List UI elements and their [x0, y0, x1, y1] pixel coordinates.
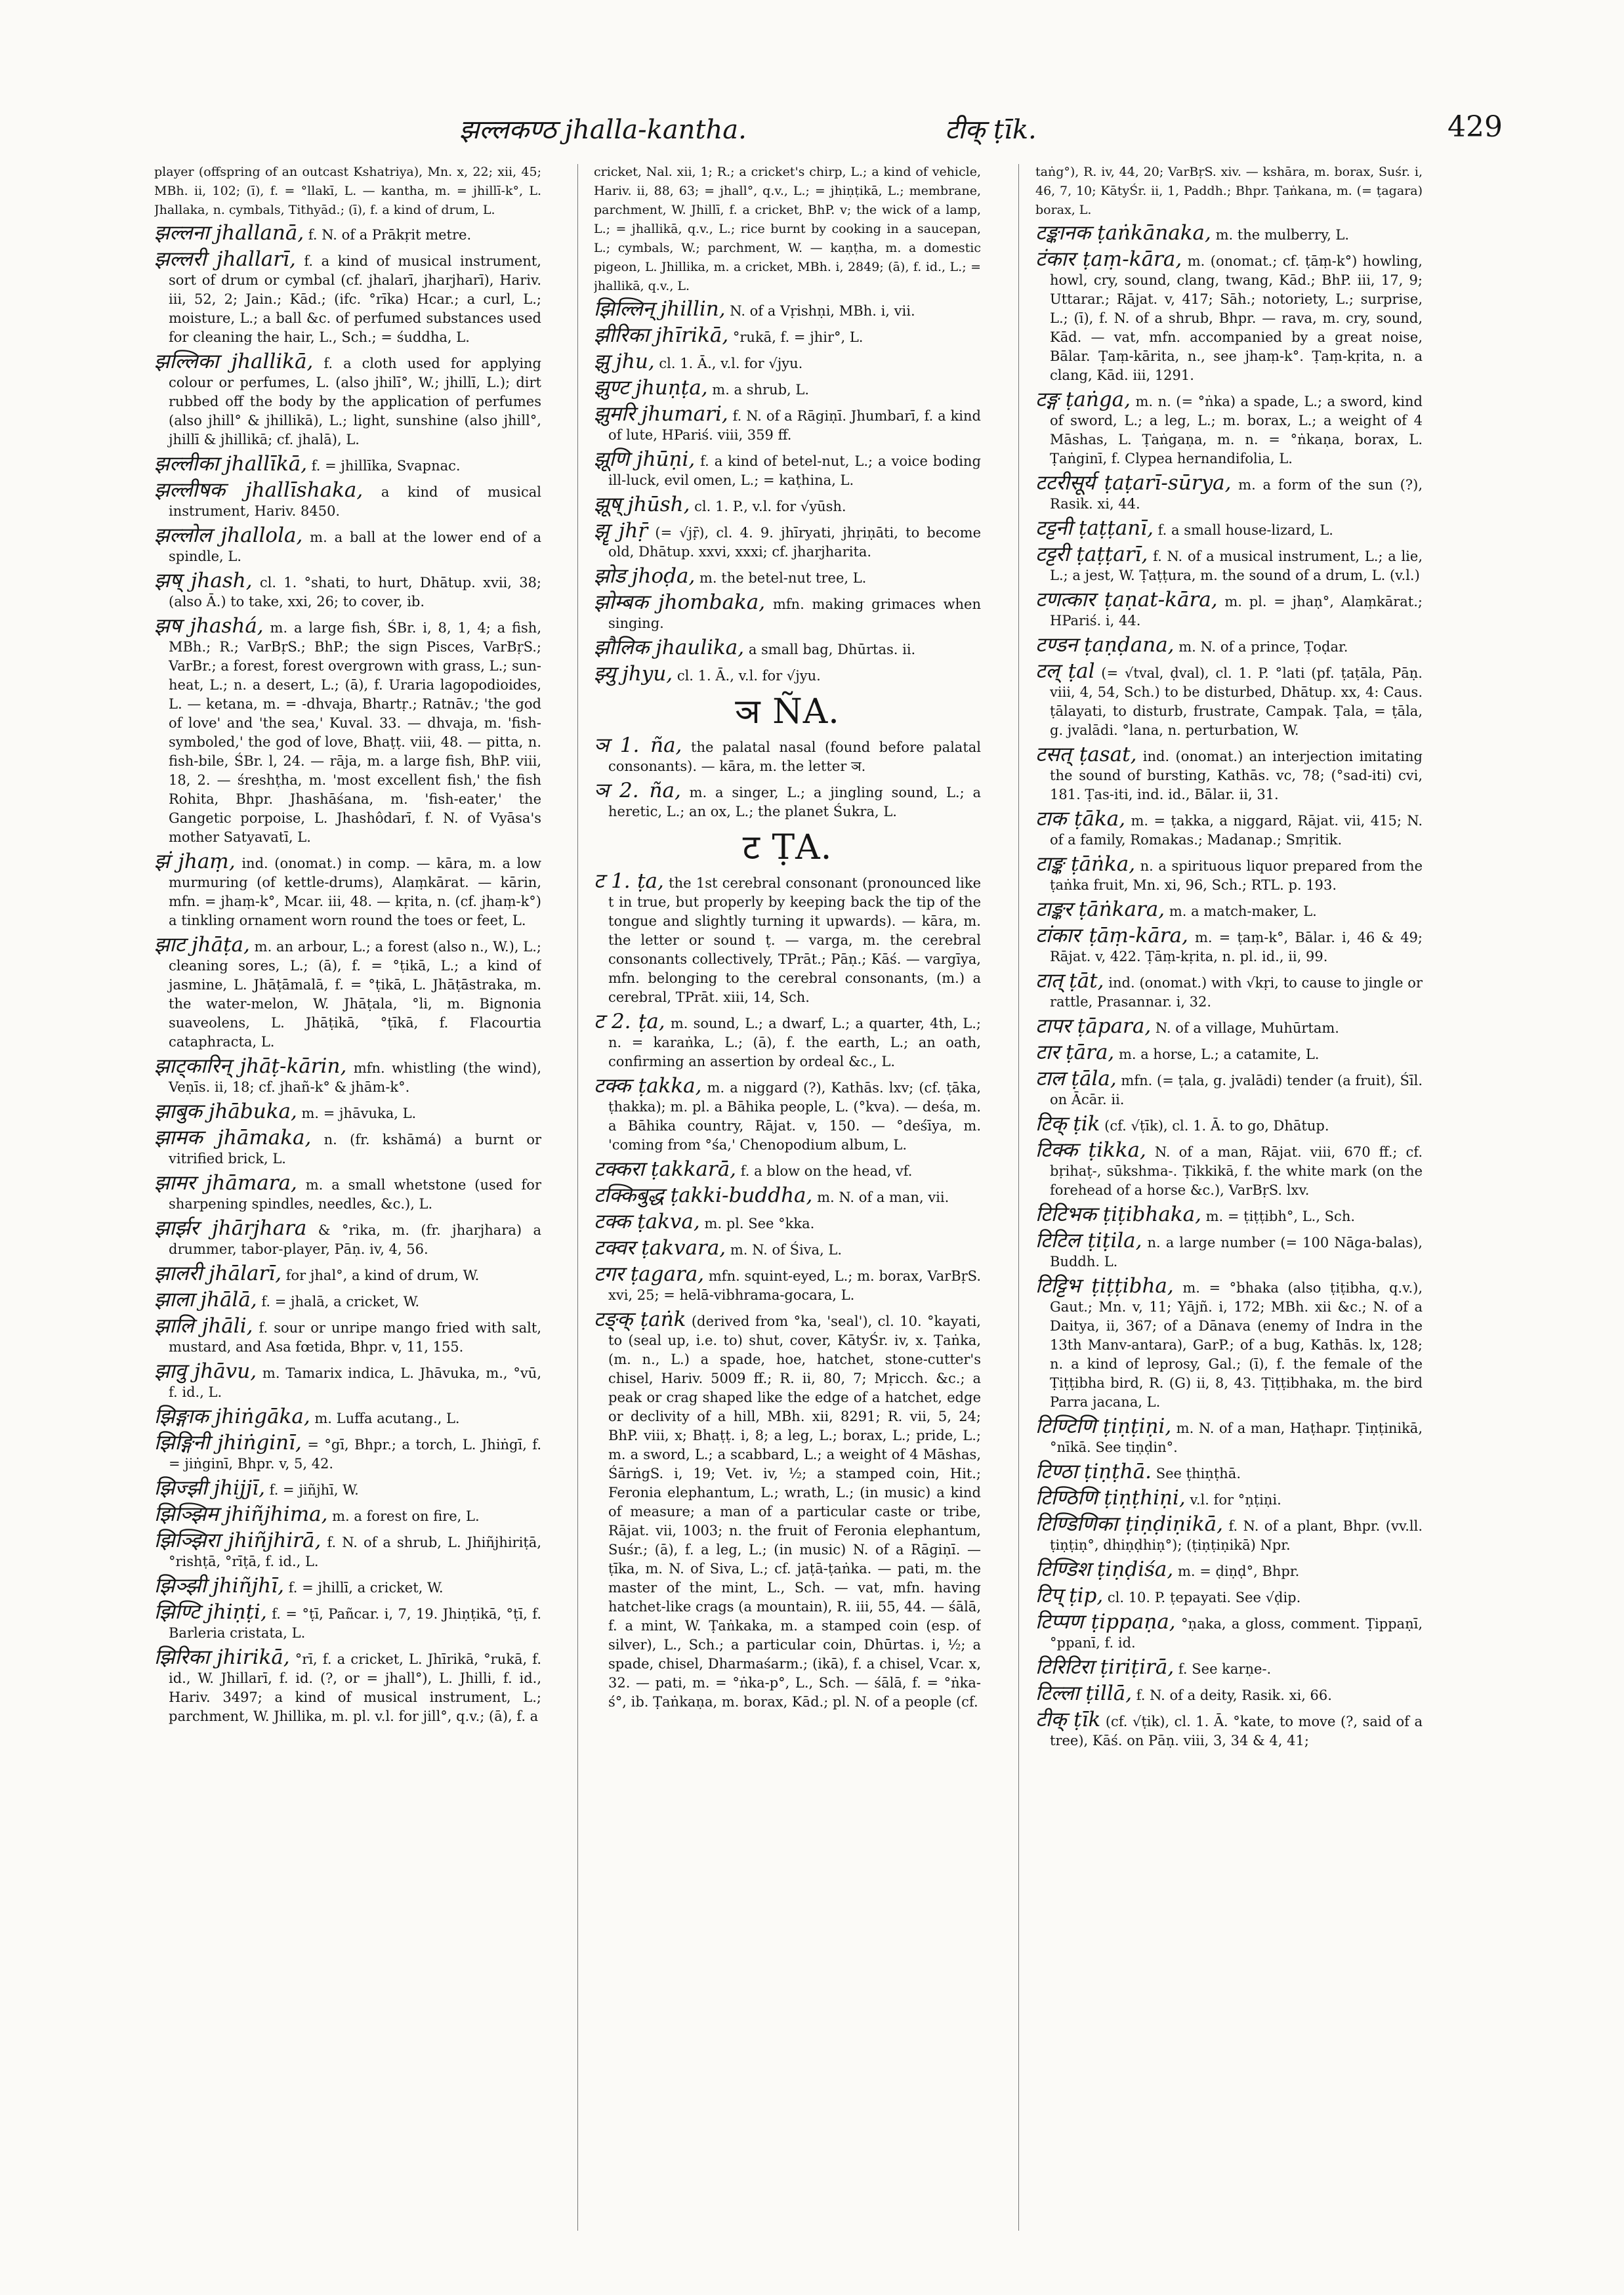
definition: See ṭhiṇṭhā. [1152, 1466, 1241, 1481]
dictionary-entry [594, 447, 981, 490]
definition: m. pl. See °kka. [699, 1216, 815, 1231]
headword: टिण्डिश ṭiṇḍiśa, [1035, 1558, 1174, 1581]
definition: m. = ṭiṭṭibh°, L., Sch. [1201, 1209, 1356, 1224]
dictionary-entry [594, 1310, 981, 1712]
headword: टिटिल ṭiṭila, [1035, 1229, 1142, 1252]
headword: टङ्कानक ṭaṅkānaka, [1035, 221, 1211, 245]
headword: झिञ्झिम jhiñjhima, [154, 1502, 328, 1526]
headword: झूणि jhūṇi, [594, 447, 696, 471]
headword: झाबुक jhābuka, [154, 1100, 297, 1123]
definition: & °rika, m. (fr. jharjhara) a drummer, tabor-player, Pāṇ. iv, 4, 56. [169, 1222, 541, 1257]
dictionary-entry [1035, 659, 1423, 740]
definition: the 1st cerebral consonant (pronounced like t in true, but properly by keeping back the tip of the tongue and slightly turning it upwards). — kāra, m. the letter or sound ṭ. — varga, m. the cerebral consonants collectively, TPrāt.; Pāṇ.; Kāś. — vargīya, mfn. belonging to the cerebral consonants, (m.) a cerebral, TPrāt. xiii, 14, Sch. [608, 875, 981, 1005]
headword: टिरिटिरा ṭiriṭirā, [1035, 1655, 1175, 1679]
definition: m. N. of a prince, Ṭoḍar. [1174, 639, 1348, 655]
headword: टक्वर ṭakvara, [594, 1236, 726, 1260]
definition: a kind of musical instrument, Hariv. 8450. [169, 484, 541, 519]
dictionary-entry [1035, 1043, 1423, 1064]
headword: झिङ्गाक jhiṅgāka, [154, 1405, 310, 1428]
definition: m. Tamarix indica, L. Jhāvuka, m., °vū, f. id., L. [169, 1365, 541, 1400]
definition: m. pl. = jhaṇ°, Alaṃkārat.; HPariś. i, 44. [1050, 594, 1423, 629]
dictionary-entry [594, 1236, 981, 1260]
dictionary-entry [1035, 1710, 1423, 1750]
definition: a small bag, Dhūrtas. ii. [744, 642, 916, 657]
dictionary-entry [1035, 1417, 1423, 1457]
headword: झिल्लिन् jhillin, [594, 297, 726, 321]
dictionary-entry [1035, 1560, 1423, 1581]
dictionary-entry [594, 564, 981, 588]
dictionary-entry [154, 1476, 541, 1500]
definition: N. of a Vṛishṇi, MBh. i, vii. [725, 303, 915, 319]
definition: v.l. for °ṇṭiṇi. [1185, 1492, 1281, 1508]
definition: cl. 1. °shati, to hurt, Dhātup. xvii, 38; (also Ā.) to take, xxi, 26; to cover, ib. [169, 575, 541, 610]
definition: the palatal nasal (found before palatal consonants). — kāra, m. the letter ञ. [608, 739, 981, 774]
definition: f. N. of a plant, Bhpr. (vv.ll. ṭiṇṭiṇ°, dhiṇḍhiṇ°); (ṭiṇṭiṇikā) Npr. [1050, 1518, 1423, 1553]
column-1 [154, 163, 541, 2236]
dictionary-entry [154, 1531, 541, 1571]
headword: झामर jhāmara, [154, 1171, 297, 1195]
dictionary-entry [1035, 1486, 1423, 1510]
definition: m. a singer, L.; a jingling sound, L.; a heretic, L.; an ox, L.; the planet Śukra, L. [608, 785, 981, 819]
headword: झं jhaṃ, [154, 850, 236, 873]
headword: झोम्बक jhombaka, [594, 590, 766, 614]
headword: टांकार ṭāṃ-kāra, [1035, 924, 1188, 947]
headword: टार ṭāra, [1035, 1041, 1115, 1064]
headword: टात् ṭāt, [1035, 969, 1104, 993]
headword: टिटिभक ṭiṭibhaka, [1035, 1203, 1201, 1226]
dictionary-entry [1035, 633, 1423, 657]
column-2 [594, 163, 981, 2236]
definition: mfn. squint-eyed, L.; m. borax, VarBṛS. xvi, 25; = helā-vibhrama-gocara, L. [608, 1268, 981, 1303]
headword: झामक jhāmaka, [154, 1126, 312, 1149]
headword: टण्डन ṭaṇḍana, [1035, 633, 1175, 657]
definition: m. = ṭakka, a niggard, Rājat. vii, 415; N. of a family, Romakas.; Madanap.; Smṛitik. [1050, 813, 1423, 848]
dictionary-entry [154, 452, 541, 476]
headword: झिञ्झिरा jhiñjhirā, [154, 1529, 322, 1552]
headword: ट 1. ṭa, [594, 869, 664, 893]
definition: n. (fr. kshāmá) a burnt or vitrified brick, L. [169, 1132, 541, 1167]
definition: f. = jhalā, a cricket, W. [257, 1294, 420, 1310]
definition: f. N. of a Prākṛit metre. [304, 227, 472, 243]
dictionary-entry [594, 781, 981, 821]
headword: टिण्टिणि ṭiṇṭiṇi, [1035, 1415, 1172, 1438]
dictionary-entry [1035, 852, 1423, 895]
headword: झिञ्झी jhiñjhī, [154, 1574, 285, 1598]
dictionary-entry [594, 323, 981, 347]
dictionary-entry [154, 1502, 541, 1526]
headword: टक्क ṭakka, [594, 1074, 702, 1098]
definition: mfn. making grimaces when singing. [608, 596, 981, 631]
dictionary-entry [1035, 1586, 1423, 1607]
definition: ind. (onomat.) an interjection imitating the sound of bursting, Kathās. vc, 78; (°sad-iti) cvi, 181. Ṭas-iti, ind. id., Bālar. ii, 31. [1050, 749, 1423, 802]
headword: झुण्ट jhuṇṭa, [594, 376, 708, 400]
dictionary-entry [594, 736, 981, 776]
headword: झिङ्गिनी jhiṅginī, [154, 1431, 302, 1455]
dictionary-entry [1035, 1655, 1423, 1679]
dictionary-entry [1035, 247, 1423, 385]
dictionary-entry [594, 402, 981, 445]
definition: f. See karṇe-. [1174, 1661, 1272, 1677]
dictionary-entry [154, 852, 541, 930]
dictionary-entry [1035, 807, 1423, 850]
definition: (cf. √ṭīk), cl. 1. Ā. to go, Dhātup. [1100, 1118, 1329, 1134]
definition: m. n. (= °ṅka) a spade, L.; a sword, kind of sword, L.; a leg, L.; m. borax, L.; a weight of 4 Māshas, L. Ṭaṅgaṇa, m. n. = °ṅkaṇa, borax, L. Ṭaṅginī, f. Clypea hernandifolia, L. [1050, 394, 1423, 466]
dictionary-entry [154, 1359, 541, 1402]
definition: m. a ball at the lower end of a spindle, L. [169, 529, 541, 564]
headword: टक्करा ṭakkarā, [594, 1157, 737, 1181]
dictionary-entry [154, 221, 541, 245]
headword: झिरिका jhirikā, [154, 1645, 290, 1669]
definition: f. N. of a shrub, L. Jhiñjhiriṭā, °rishṭā, °rīṭā, f. id., L. [169, 1535, 541, 1569]
definition: cl. 1. P., v.l. for √yūsh. [690, 499, 846, 514]
dictionary-entry [594, 1186, 981, 1207]
dictionary-entry [154, 1054, 541, 1097]
dictionary-entry [1035, 969, 1423, 1012]
dictionary-entry [594, 1262, 981, 1305]
dictionary-entry [1035, 590, 1423, 631]
headword: ट 2. ṭa, [594, 1010, 665, 1033]
dictionary-entry [1035, 1274, 1423, 1412]
definition: mfn. whistling (the wind), Veṇīs. ii, 18; cf. jhañ-k° & jhām-k°. [169, 1060, 541, 1095]
definition: m. = ṭaṃ-k°, Bālar. i, 46 & 49; Rājat. v, 422. Ṭāṃ-kṛita, n. pl. id., ii, 99. [1050, 930, 1423, 964]
headword: टाङ्क ṭāṅka, [1035, 852, 1136, 876]
dictionary-entry [1035, 1069, 1423, 1109]
headword: झाट्कारिन् jhāṭ-kārin, [154, 1054, 347, 1078]
definition: f. N. of a deity, Rasik. xi, 66. [1132, 1687, 1332, 1703]
dictionary-entry [1035, 1462, 1423, 1483]
dictionary-entry [1035, 390, 1423, 468]
dictionary-entry [594, 376, 981, 400]
dictionary-entry [154, 478, 541, 521]
headword: झॄ jhṝ [594, 519, 648, 543]
definition: m. a match-maker, L. [1165, 903, 1317, 919]
headword: टिप्पण ṭippaṇa, [1035, 1610, 1176, 1634]
definition: cl. 1. Ā., v.l. for √jyu. [654, 356, 803, 371]
headword: झल्लोल jhallola, [154, 524, 303, 547]
dictionary-entry [594, 662, 981, 686]
dictionary-entry [1035, 1231, 1423, 1272]
dictionary-entry [594, 297, 981, 321]
headword: झल्लिका jhallikā, [154, 350, 314, 373]
definition: n. a large number (= 100 Nāga-balas), Buddh. L. [1050, 1235, 1423, 1270]
headword: झष jhashá, [154, 614, 264, 638]
definition: m. a shrub, L. [707, 382, 810, 398]
definition: m. a forest on fire, L. [327, 1508, 480, 1524]
definition: m. sound, L.; a dwarf, L.; a quarter, 4th, L.; n. = karaṅka, L.; (ā), f. the earth, L.; an oath, confirming an assertion by ordeal &c., L. [608, 1016, 981, 1069]
definition: f. = jhillīka, Svapnac. [307, 458, 461, 474]
definition: ind. (onomat.) with √kṛi, to cause to jingle or rattle, Prasannar. i, 32. [1050, 975, 1423, 1010]
dictionary-entry [154, 1216, 541, 1259]
definition: m. N. of Śiva, L. [726, 1242, 843, 1258]
header-left: झल्लकण्ठ jhalla-kantha. [459, 115, 747, 145]
headword: झाला jhālā, [154, 1288, 257, 1312]
headword: झष् jhash, [154, 569, 253, 592]
definition: f. = jhillī, a cricket, W. [284, 1580, 444, 1596]
headword: झिज्झी jhijjī, [154, 1476, 265, 1500]
dictionary-entry [1035, 545, 1423, 585]
column-3 [1035, 163, 1423, 2236]
headword: झिण्टि jhiṇṭi, [154, 1600, 267, 1624]
headword: टट्टरी ṭaṭṭarī, [1035, 543, 1148, 566]
headword: झ्यु jhyu, [594, 662, 673, 686]
dictionary-entry [1035, 1014, 1423, 1038]
definition: (= √tval, ḍval), cl. 1. P. °lati (pf. ṭaṭāla, Pāṇ. viii, 4, 54, Sch.) to be disturbed, Dhātup. xx, 4: Caus. ṭālayati, to disturb, frustrate, Campak. Ṭala, = ṭāla, g. jvalādi. °lana, n. perturbation, W. [1050, 665, 1423, 738]
headword: टिक् ṭik [1035, 1112, 1100, 1136]
headword: ञ 2. ña, [594, 779, 681, 802]
dictionary-entry [594, 1212, 981, 1233]
definition: n. a spirituous liquor prepared from the ṭaṅka fruit, Mn. xi, 96, Sch.; RTL. p. 193. [1050, 858, 1423, 893]
headword: झीरिका jhīrikā, [594, 323, 729, 347]
definition: f. sour or unripe mango fried with salt, mustard, and Asa fœtida, Bhpr. v, 11, 155. [169, 1320, 541, 1355]
definition: m. a small whetstone (used for sharpening spindles, needles, &c.), L. [169, 1177, 541, 1212]
definition: for jhal°, a kind of drum, W. [281, 1268, 480, 1283]
definition: m. = jhāvuka, L. [297, 1106, 417, 1121]
headword: टिट्टिभ ṭiṭṭibha, [1035, 1274, 1174, 1298]
dictionary-entry [1035, 745, 1423, 804]
dictionary-entry [154, 1264, 541, 1285]
definition: (= √jṝ), cl. 4. 9. jhīryati, jhṛiṇāti, to become old, Dhātup. xxvi, xxxi; cf. jharjharita. [608, 525, 981, 560]
headword: झल्लरी jhallarī, [154, 247, 296, 271]
definition: N. of a man, Rājat. viii, 670 ff.; cf. bṛihaṭ-, sūkshma-. Ṭikkikā, f. the white mark (on the forehead of a horse &c.), VarBṛS. lxv. [1050, 1144, 1423, 1198]
definition: m. the mulberry, L. [1211, 227, 1350, 243]
headword: झुमरि jhumari, [594, 402, 728, 426]
headword: झोड jhoḍa, [594, 564, 696, 588]
headword: टिल्ला ṭillā, [1035, 1682, 1133, 1705]
section-heading: ञ ÑA. [735, 692, 840, 732]
headword: टाल ṭāla, [1035, 1067, 1117, 1090]
definition: N. of a village, Muhūrtam. [1151, 1020, 1339, 1036]
dictionary-entry [154, 247, 541, 347]
dictionary-entry [154, 571, 541, 611]
headword: टंकार ṭaṃ-kāra, [1035, 247, 1182, 271]
dictionary-entry [1035, 221, 1423, 245]
dictionary-entry [154, 352, 541, 449]
dictionary-entry [594, 519, 981, 562]
definition: °rukā, f. = jhir°, L. [728, 329, 864, 345]
definition: ind. (onomat.) in comp. — kāra, m. a low murmuring (of kettle-drums), Alaṃkārat. — kārin, mfn. = jhaṃ-k°, Mcar. iii, 48. — kṛita, n. (cf. jhaṃ-k°) a tinkling ornament worn round the toes or feet, L. [169, 856, 541, 928]
headword: झालि jhāli, [154, 1314, 253, 1338]
dictionary-entry [1035, 926, 1423, 966]
headword: टिक्क ṭikka, [1035, 1138, 1146, 1162]
definition: f. = °ṭī, Pañcar. i, 7, 19. Jhiṇṭikā, °ṭī, f. Barleria cristata, L. [169, 1606, 541, 1641]
dictionary-entry [154, 1288, 541, 1312]
dictionary-entry [154, 526, 541, 566]
dictionary-entry [1035, 1512, 1423, 1555]
dictionary-entry [154, 614, 541, 847]
headword: टक्किबुद्ध ṭakki-buddha, [594, 1184, 813, 1207]
dictionary-entry [594, 1012, 981, 1071]
definition: m. a form of the sun (?), Rasik. xi, 44. [1050, 477, 1423, 512]
dictionary-entry [154, 1645, 541, 1726]
dictionary-entry [154, 1128, 541, 1168]
dictionary-entry [1035, 1205, 1423, 1226]
dictionary-entry [594, 869, 981, 1007]
dictionary-entry [594, 638, 981, 659]
dictionary-entry [1035, 1138, 1423, 1200]
headword: टाक ṭāka, [1035, 807, 1126, 831]
headword: टिप् ṭip, [1035, 1584, 1104, 1607]
dictionary-entry [1035, 1112, 1423, 1136]
headword: झु jhu, [594, 350, 655, 373]
column-rule [1018, 164, 1019, 2231]
definition: m. a large fish, ŚBr. i, 8, 1, 4; a fish, MBh.; R.; VarBṛS.; BhP.; the sign Pisces, VarBṛS.; VarBr.; a forest, forest overgrown with grass, L.; sun-heat, L.; n. a desert, L.; (ā), f. Uraria lagopodioides, L. — ketana, m. = -dhvaja, Bhartṛ.; Ratnāv.; 'the god of love' and 'the sea,' Kuval. 33. — dhvaja, m. 'fish-symboled,' the god of love, Bhaṭṭ. viii, 48. — pitta, n. fish-bile, ŚBr. l, 24. — rāja, m. a large fish, BhP. viii, 18, 2. — śreshṭha, m. 'most excellent fish,' the fish Rohita, Bhpr. Jhashāśana, m. 'fish-eater,' the Gangetic porpoise, L. Jhashôdarī, f. N. of Vyāsa's mother Satyavatī, L. [169, 620, 541, 845]
headword: झल्लना jhallanā, [154, 221, 304, 245]
definition: (derived from °ka, 'seal'), cl. 10. °kayati, to (seal up, i.e. to) shut, cover, KātyŚr. iv, x. Ṭaṅka, (m. n., L.) a spade, hoe, hatchet, stone-cutter's chisel, Hariv. 5009 ff.; R. ii, 80, 7; Mṛicch. &c.; a peak or crag shaped like the edge of a hatchet, edge or declivity of a hill, MBh. xii, 8291; R. vii, 5, 24; BhP. viii, x; Bhaṭṭ. i, 8; a leg, L.; borax, L.; pride, L.; m. a sword, L.; a scabbard, L.; a weight of 4 Māshas, ŚārṅgS. i, 19; Vet. iv, ½; a stamped coin, Hit.; Feronia elephantum, L.; wrath, L.; (in music) a kind of measure; a man of a particular caste or tribe, Rājat. vii, 1003; n. the fruit of Feronia elephantum, Suśr.; (ā), f. a leg, L.; (in music) N. of a Rāgiṇī. — ṭīka, m. N. of Siva, L.; cf. jaṭā-ṭaṅka. — pati, m. the master of the mint, L., Sch. — vat, mfn. having hatchet-like crags (a mountain), R. iii, 55, 44. — śālā, f. a mint, W. Ṭaṅkaka, m. a stamped coin (esp. of silver), L., Sch.; a particular coin, Dhūrtas. i, ½; a spade, chisel, Dharmaśarm.; (ikā), f. a chisel, Vcar. x, 32. — pati, m. = °ṅka-p°, L., Sch. — śālā, f. = °ṅka-ś°, ib. Ṭaṅkaṇa, m. borax, Kād.; pl. N. of a people (cf. [608, 1313, 981, 1710]
column-rule [577, 164, 578, 2231]
headword: झार्झर jhārjhara [154, 1216, 307, 1240]
dictionary-entry [154, 1171, 541, 1214]
definition: = °gī, Bhpr.; a torch, L. Jhiṅgī, f. = jiṅginī, Bhpr. v, 5, 42. [169, 1437, 541, 1472]
headword: झूष् jhūsh, [594, 493, 690, 516]
definition: f. N. of a Rāgiṇī. Jhumbarī, f. a kind of lute, HPariś. viii, 359 ff. [608, 408, 981, 443]
definition: f. a kind of musical instrument, sort of drum or cymbal (cf. jhalarī, jharjharī), Hariv. iii, 52, 2; Jain.; Kād.; (ifc. °rīka) Hcar.; a curl, L.; moisture, L.; a ball &c. of perfumed substances used for cleaning the hair, L., Sch.; = śuddha, L. [169, 253, 541, 345]
definition: m. an arbour, L.; a forest (also n., W.), L.; cleaning sores, L.; (ā), f. = °ṭikā, L.; a kind of jasmine, L. Jhāṭāmalā, f. = °ṭikā, L. Jhāṭāstraka, m. the water-melon, W. Jhāṭala, °li, m. Bignonia suaveolens, L. Jhāṭikā, °ṭīkā, f. Flacourtia cataphracta, L. [169, 939, 541, 1050]
headword: टक्क ṭakva, [594, 1210, 700, 1233]
definition: f. a kind of betel-nut, L.; a voice boding ill-luck, evil omen, L.; = kaṭhina, L. [608, 453, 981, 488]
entry-continuation: taṅg°), R. iv, 44, 20; VarBṛS. xiv. — kshāra, m. borax, Suśr. i, 46, 7, 10; KātyŚr. ii, 1, Paddh.; Bhpr. Ṭaṅkana, m. (= ṭagara) borax, L. [1035, 165, 1423, 217]
headword: टिण्डिणिका ṭiṇḍiṇikā, [1035, 1512, 1224, 1536]
dictionary-entry [594, 590, 981, 633]
headword: टाङ्कर ṭāṅkara, [1035, 898, 1165, 921]
headword: टिण्ठा ṭiṇṭhā. [1035, 1460, 1152, 1483]
dictionary-entry [1035, 900, 1423, 921]
headword: टसत् ṭasat, [1035, 743, 1137, 766]
dictionary-entry [1035, 471, 1423, 514]
entry-continuation: player (offspring of an outcast Kshatriya), Mn. x, 22; xii, 45; MBh. ii, 102; (ī), f. = °llakī, L. — kantha, m. = jhillī-k°, L. Jhallaka, n. cymbals, Tithyād.; (ī), f. a kind of drum, L. [154, 165, 541, 217]
dictionary-entry [594, 1157, 981, 1181]
headword: झालरी jhālarī, [154, 1262, 282, 1285]
dictionary-entry [154, 1574, 541, 1598]
section-heading: ट ṬA. [742, 828, 833, 867]
definition: f. a blow on the head, vf. [736, 1163, 913, 1179]
definition: °rī, f. a cricket, L. Jhīrikā, °rukā, f. id., W. Jhillarī, f. id. (?, or = jhall°), L. Jhilli, f. id., Hariv. 3497; a kind of musical instrument, L.; parchment, W. Jhillika, m. pl. v.l. for jill°, q.v.; (ā), f. a [169, 1651, 541, 1724]
definition: m. a horse, L.; a catamite, L. [1114, 1046, 1320, 1062]
headword: टापर ṭāpara, [1035, 1014, 1152, 1038]
headword: टिण्ठिणि ṭiṇṭhiṇi, [1035, 1486, 1186, 1510]
headword: झल्लीका jhallīkā, [154, 452, 308, 476]
headword: टगर ṭagara, [594, 1262, 705, 1286]
header-middle: टीक् ṭīk. [945, 115, 1037, 145]
headword: झल्लीषक jhallīshaka, [154, 478, 364, 502]
headword: टटरीसूर्य ṭaṭarī-sūrya, [1035, 471, 1232, 495]
definition: m. (onomat.; cf. ṭāṃ-k°) howling, howl, cry, sound, clang, twang, Kād.; BhP. iii, 17, 9; Uttarar.; Rājat. v, 417; Sāh.; notoriety, L.; surprise, L.; (ī), f. N. of a shrub, Bhpr. — rava, m. cry, sound, Kād. — vat, mfn. accompanied by a great noise, Bālar. Ṭaṃ-kārita, n., see jhaṃ-k°. Ṭaṃ-kṛita, n. a clang, Kād. iii, 1291. [1050, 253, 1423, 383]
definition: cl. 10. P. ṭepayati. See √ḍip. [1103, 1590, 1301, 1605]
dictionary-entry [1035, 516, 1423, 540]
headword: झावु jhāvu, [154, 1359, 257, 1383]
dictionary-entry [594, 495, 981, 516]
definition: f. = jiñjhī, W. [265, 1482, 359, 1498]
headword: टणत्कार ṭaṇat-kāra, [1035, 588, 1218, 611]
dictionary-entry [154, 1407, 541, 1428]
dictionary-entry [1035, 1684, 1423, 1705]
dictionary-entry [594, 352, 981, 373]
headword: टट्टनी ṭaṭṭanī, [1035, 516, 1154, 540]
page-number: 429 [1447, 110, 1503, 144]
definition: (cf. √ṭik), cl. 1. Ā. °kate, to move (?, said of a tree), Kāś. on Pāṇ. viii, 3, 34 & 4, 41; [1050, 1714, 1423, 1748]
definition: °ṇaka, a gloss, comment. Ṭippaṇī, °ppanī, f. id. [1050, 1616, 1423, 1651]
running-header [157, 110, 1503, 156]
headword: टङ्क् ṭaṅk [594, 1308, 686, 1331]
definition: m. the betel-nut tree, L. [695, 570, 867, 586]
headword: झाट jhāṭa, [154, 933, 250, 957]
definition: m. Luffa acutang., L. [310, 1411, 460, 1426]
dictionary-entry [154, 933, 541, 1052]
headword: ञ 1. ña, [594, 734, 682, 757]
entry-continuation: cricket, Nal. xii, 1; R.; a cricket's chirp, L.; a kind of vehicle, Hariv. ii, 88, 63; = jhall°, q.v., L.; = jhiṇṭikā, L.; membrane, parchment, W. Jhillī, f. a cricket, BhP. v; the wick of a lamp, L.; = jhallikā, q.v., L.; rice burnt by cooking in a saucepan, L.; cymbals, W.; parchment, W. — kaṇṭha, m. a domestic pigeon, L. Jhillika, m. a cricket, MBh. i, 2849; (ā), f. id., L.; = jhallikā, q.v., L. [594, 165, 981, 293]
headword: टल् ṭal [1035, 659, 1095, 683]
definition: f. a cloth used for applying colour or perfumes, L. (also jhilī°, W.; jhillī, L.); dirt rubbed off the body by the application of perfumes (also jhill° & jhillikā), L.; light, sunshine (also jhill°, jhillī & jhillikā; cf. jhalā), L. [169, 356, 541, 447]
definition: mfn. (= ṭala, g. jvalādi) tender (a fruit), Śīl. on Ācār. ii. [1050, 1073, 1423, 1107]
headword: झौलिक jhaulika, [594, 636, 745, 659]
definition: f. a small house-lizard, L. [1153, 522, 1333, 538]
definition: m. N. of a man, Haṭhapr. Ṭiṇṭinikā, °nīkā. See tiṇḍin°. [1050, 1420, 1423, 1455]
headword: टीक् ṭīk [1035, 1708, 1101, 1731]
dictionary-entry [154, 1600, 541, 1643]
definition: m. = °bhaka (also ṭiṭibha, q.v.), Gaut.; Mn. v, 11; Yājñ. i, 172; MBh. xii &c.; N. of a Daitya, ii, 367; of a Dānava (enemy of Indra in the 13th Manv-antara), GarP.; of a bug, Kathās. lx, 128; n. a kind of leprosy, Gal.; (ī), f. the female of the Ṭiṭṭibha bird, R. (G) ii, 8, 43. Ṭiṭṭibhaka, m. the bird Parra jacana, L. [1050, 1280, 1423, 1410]
dictionary-entry [594, 1074, 981, 1155]
dictionary-entry [154, 1102, 541, 1123]
definition: cl. 1. Ā., v.l. for √jyu. [673, 668, 821, 684]
definition: m. N. of a man, vii. [812, 1189, 949, 1205]
definition: m. a niggard (?), Kathās. lxv; (cf. ṭāka, ṭhakka); m. pl. a Bāhika people, L. (°kva). — deśa, m. a Bāhika country, Rājat. v, 150. — °deśīya, m. 'coming from °śa,' Chenopodium album, L. [608, 1080, 981, 1153]
definition: f. N. of a musical instrument, L.; a lie, L.; a jest, W. Ṭaṭṭura, m. the sound of a drum, L. (v.l.) [1050, 548, 1423, 583]
definition: m. = ḍiṇḍ°, Bhpr. [1173, 1563, 1300, 1579]
headword: टङ्ग ṭaṅga, [1035, 388, 1131, 411]
dictionary-entry [154, 1431, 541, 1474]
dictionary-entry [154, 1314, 541, 1357]
dictionary-entry [1035, 1610, 1423, 1653]
